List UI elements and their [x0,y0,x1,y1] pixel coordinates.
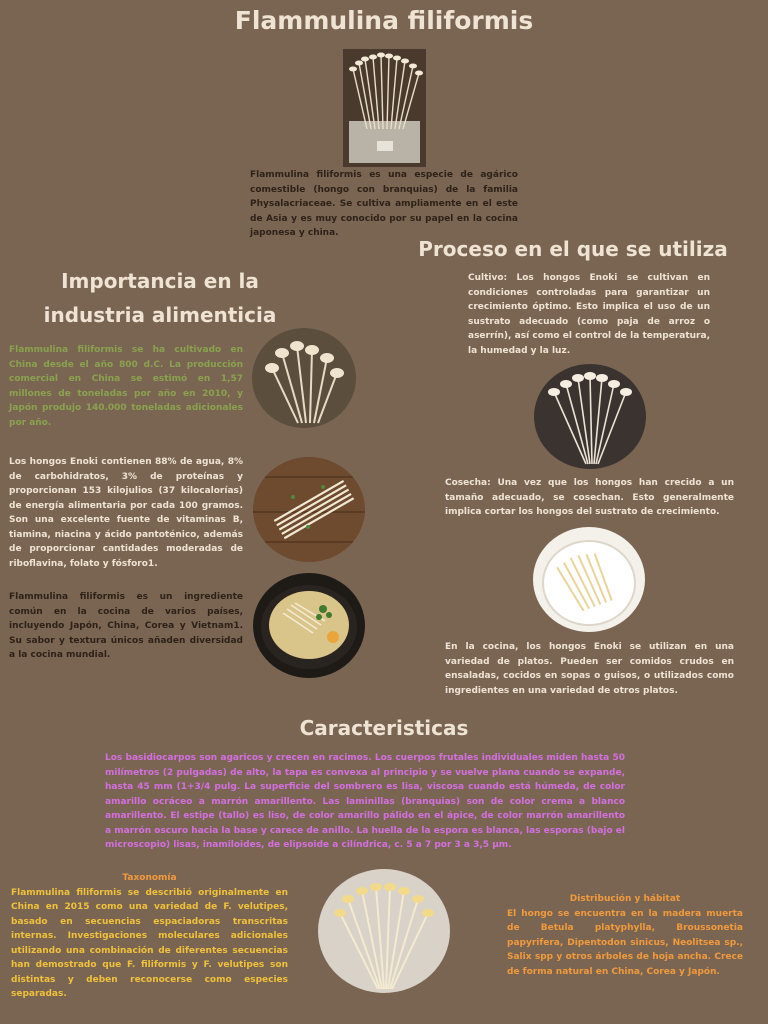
distribution-text: El hongo se encuentra en la madera muerta de Betula platyphylla, Broussonetia papyrifera, Dipentodon sinicus, Neolitsea sp., Salix spp y otros árboles de hoja ancha. Crece de forma natural en China, Corea y Japón. [507,908,743,977]
enoki-cluster-photo [343,49,426,167]
intro-text: Flammulina filiformis es una especie de agárico comestible (hongo con branquias) de la familia Physalacriaceae. Se cultiva ampliamente en el este de Asia y es muy conocido por su papel en la cocina japonesa y china. [250,170,518,238]
enoki-cluster-photo-process [534,364,646,469]
process-title: Proceso en el que se utiliza [418,237,728,261]
distribution-section [507,892,743,979]
characteristics-title: Caracteristicas [299,716,469,740]
enoki-cluster-photo-bottom [318,869,450,993]
importance-title [20,264,300,332]
process-cosecha-text: Cosecha: Una vez que los hongos han crecido a un tamaño adecuado, se cosechan. Esto generalmente implica cortar los hongos del sustrato de crecimiento. [445,478,734,517]
importance-title-line2: industria alimenticia [43,303,277,327]
process-cocina-text: En la cocina, los hongos Enoki se utilizan en una variedad de platos. Pueden ser comidos crudos en ensaladas, cocidos en sopas o guisos, o utilizados como ingredientes en una variedad de otros platos. [445,642,734,696]
process-cultivo-text: Cultivo: Los hongos Enoki se cultivan en condiciones controladas para garantizar un crecimiento óptimo. Esto implica el uso de un sustrato adecuado (como paja de arroz o aserrín), así como el control de la temperatura, la humedad y la luz. [468,273,710,356]
enoki-on-wood-photo [253,457,365,562]
distribution-title: Distribución y hábitat [569,894,681,904]
importance-paragraph-2: Los hongos Enoki contienen 88% de agua, 8% de carbohidratos, 3% de proteínas y proporcionan 153 kilojulios (37 kilocalorías) de energía alimentaria por cada 100 gramos. Son una excelente fuente de vitaminas B, tiamina, niacina y ácido pantoténico, además de proporcionar cantidades moderadas de riboflavina, folato y fósforo1. [9,457,243,569]
enoki-bunch-photo [252,328,356,428]
importance-title-line1: Importancia en la [61,269,259,293]
enoki-plate-photo [533,527,645,632]
taxonomy-section [11,871,288,1002]
taxonomy-text: Flammulina filiformis se describió originalmente en China en 2015 como una variedad de F. velutipes, basado en secuencias espaciadoras transcritas internas. Investigaciones moleculares adicionales utilizando una combinación de diferentes secuencias han demostrado que F. filiformis y F. velutipes son distintas y deben reconocerse como especies separadas. [11,887,288,999]
page-title: Flammulina filiformis [234,6,534,35]
taxonomy-title: Taxonomía [122,873,177,883]
enoki-soup-photo [253,573,365,678]
importance-paragraph-1: Flammulina filiformis se ha cultivado en China desde el año 800 d.C. La producción comercial en China se estimó en 1,57 millones de toneladas por año en 2010, y Japón produjo 140.000 toneladas adicionales por año. [9,345,243,428]
characteristics-text: Los basidiocarpos son agaricos y crecen en racimos. Los cuerpos frutales individuales miden hasta 50 milímetros (2 pulgadas) de alto, la tapa es convexa al principio y se vuelve plana cuando se expande, hasta 45 mm (1+3/4 pulg. La superficie del sombrero es lisa, viscosa cuando está húmeda, de color amarillo ocráceo a marrón amarillento. Las laminillas (branquias) son de color crema a blanco amarillento. El estipe (tallo) es liso, de color amarillo pálido en el ápice, de color marrón amarillento a marrón oscuro hacia la base y carece de anillo. La huella de la espora es blanca, las esporas (bajo el microscopio) lisas, inamiloides, de elipsoide a cilíndrica, c. 5 a 7 por 3 a 3,5 μm. [105,753,625,850]
importance-paragraph-3: Flammulina filiformis es un ingrediente común en la cocina de varios países, incluyendo Japón, China, Corea y Vietnam1. Su sabor y textura únicos añaden diversidad a la cocina mundial. [9,592,243,660]
